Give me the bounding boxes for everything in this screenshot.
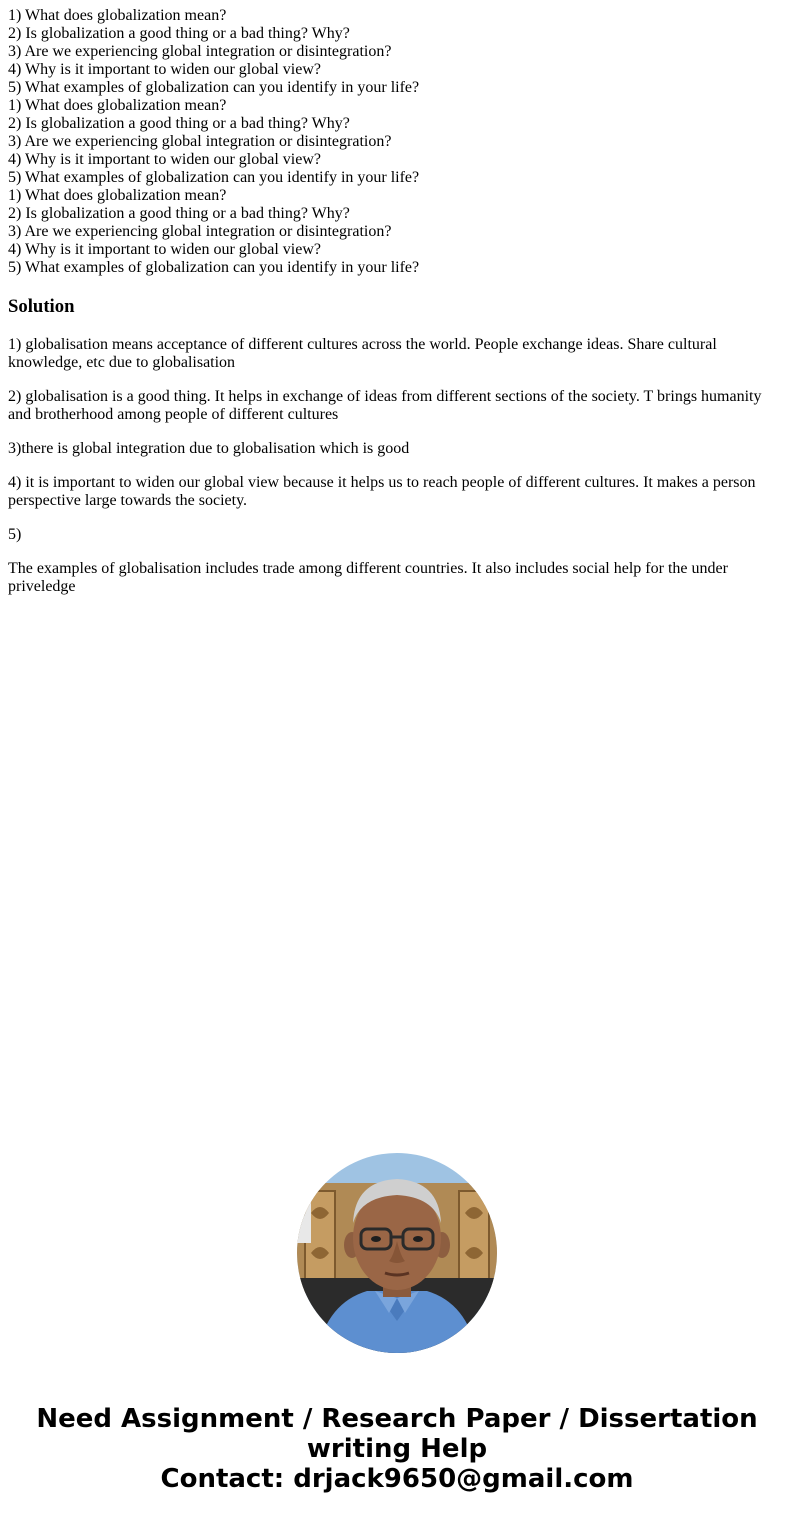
question-line: 2) Is globalization a good thing or a bad thing? Why? xyxy=(8,115,350,132)
question-line: 1) What does globalization mean? xyxy=(8,97,227,114)
question-line: 5) What examples of globalization can you identify in your life? xyxy=(8,259,420,276)
question-line: 5) What examples of globalization can you identify in your life? xyxy=(8,169,420,186)
answer-paragraph: 5) xyxy=(8,526,22,543)
answer-paragraph: The examples of globalisation includes trade among different countries. It also includes social help for the under priveledge xyxy=(8,560,728,595)
question-line: 3) Are we experiencing global integration or disintegration? xyxy=(8,223,392,240)
question-line: 4) Why is it important to widen our global view? xyxy=(8,151,321,168)
question-line: 2) Is globalization a good thing or a bad thing? Why? xyxy=(8,25,350,42)
answer-paragraph: 4) it is important to widen our global view because it helps us to reach people of different cultures. It makes a person perspective large towards the society. xyxy=(8,474,756,509)
question-line: 2) Is globalization a good thing or a bad thing? Why? xyxy=(8,205,350,222)
answer-paragraph: 3)there is global integration due to globalisation which is good xyxy=(8,440,410,457)
promo-banner xyxy=(0,1404,794,1494)
promo-line: Need Assignment / Research Paper / Dissertation xyxy=(36,1404,758,1434)
question-line: 5) What examples of globalization can you identify in your life? xyxy=(8,79,420,96)
answer-paragraph: 2) globalisation is a good thing. It helps in exchange of ideas from different sections of the society. T brings humanity and brotherhood among people of different cultures xyxy=(8,388,762,423)
author-portrait-icon xyxy=(297,1153,497,1353)
answers-block xyxy=(8,336,778,612)
solution-heading: Solution xyxy=(8,296,75,317)
question-line: 3) Are we experiencing global integration or disintegration? xyxy=(8,133,392,150)
question-line: 4) Why is it important to widen our global view? xyxy=(8,61,321,78)
author-photo xyxy=(297,1153,497,1353)
answer-paragraph: 1) globalisation means acceptance of different cultures across the world. People exchange ideas. Share cultural knowledge, etc due to globalisation xyxy=(8,336,717,371)
promo-line: writing Help xyxy=(306,1434,488,1464)
question-line: 4) Why is it important to widen our global view? xyxy=(8,241,321,258)
question-line: 3) Are we experiencing global integration or disintegration? xyxy=(8,43,392,60)
questions-block xyxy=(8,7,778,277)
question-line: 1) What does globalization mean? xyxy=(8,7,227,24)
promo-contact: Contact: drjack9650@gmail.com xyxy=(160,1464,634,1494)
question-line: 1) What does globalization mean? xyxy=(8,187,227,204)
